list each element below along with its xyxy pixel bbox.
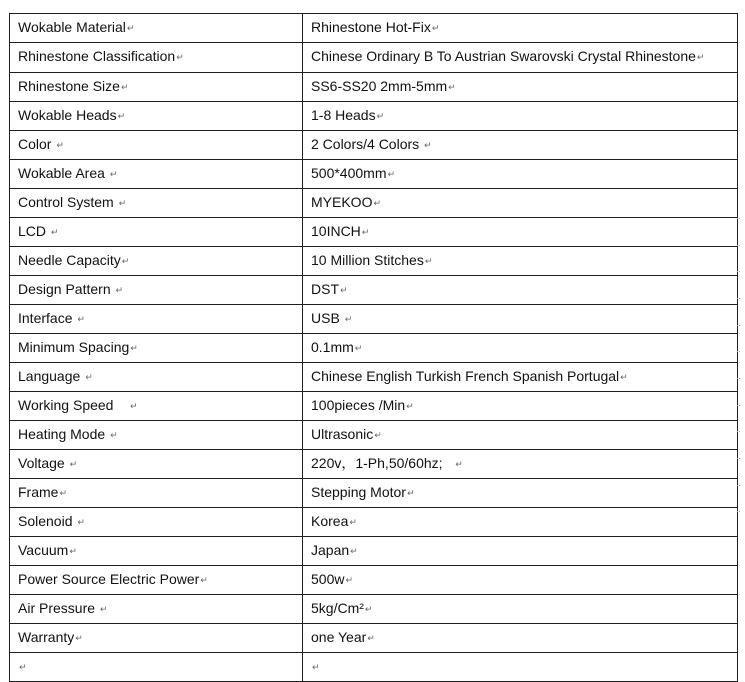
paragraph-mark-icon	[70, 452, 78, 478]
spec-value-cell	[303, 420, 738, 449]
margin-tick	[737, 431, 740, 432]
spec-label: Minimum Spacing	[18, 338, 130, 355]
table-row	[10, 188, 738, 217]
paragraph-mark-icon	[432, 16, 440, 42]
paragraph-mark-icon	[425, 249, 433, 275]
paragraph-mark-icon	[59, 481, 67, 507]
table-row	[10, 101, 738, 130]
table-row	[10, 217, 738, 246]
margin-tick	[737, 218, 740, 219]
table-row	[10, 565, 738, 594]
spec-label: Solenoid	[18, 512, 73, 529]
margin-tick	[737, 485, 740, 486]
spec-value: 500w	[311, 570, 345, 587]
paragraph-mark-icon	[119, 191, 127, 217]
spec-label-cell	[10, 565, 303, 594]
margin-tick	[737, 378, 740, 379]
spec-value: one Year	[311, 628, 367, 645]
paragraph-mark-icon	[455, 452, 463, 478]
spec-label-cell	[10, 275, 303, 304]
spec-value: 0.1mm	[311, 338, 354, 355]
table-row	[10, 304, 738, 333]
spec-document	[9, 13, 737, 682]
spec-label: Frame	[18, 483, 59, 500]
spec-value: Korea	[311, 512, 349, 529]
paragraph-mark-icon	[85, 365, 93, 391]
spec-label-cell	[10, 507, 303, 536]
spec-label-cell	[10, 14, 303, 43]
spec-label-cell	[10, 43, 303, 73]
spec-label: Wokable Material	[18, 19, 126, 35]
paragraph-mark-icon	[448, 75, 456, 101]
spec-label: Power Source Electric Power	[18, 570, 200, 587]
table-row	[10, 478, 738, 507]
spec-value-cell	[303, 507, 738, 536]
spec-label-cell	[10, 478, 303, 507]
paragraph-mark-icon	[340, 278, 348, 304]
spec-value-cell	[303, 72, 738, 101]
paragraph-mark-icon	[110, 423, 118, 449]
spec-value-cell	[303, 275, 738, 304]
spec-label-cell	[10, 623, 303, 652]
table-row	[10, 420, 738, 449]
table-row	[10, 391, 738, 420]
paragraph-mark-icon	[362, 220, 370, 246]
table-row	[10, 623, 738, 652]
paragraph-mark-icon	[77, 307, 85, 333]
spec-label: Heating Mode	[18, 425, 106, 442]
spec-value-cell	[303, 159, 738, 188]
table-row	[10, 130, 738, 159]
spec-value-cell	[303, 188, 738, 217]
margin-tick	[737, 511, 740, 512]
margin-tick	[737, 245, 740, 246]
spec-label-cell	[10, 246, 303, 275]
paragraph-mark-icon	[349, 510, 357, 536]
spec-value: 500*400mm	[311, 164, 387, 181]
spec-value-cell	[303, 130, 738, 159]
spec-label: Color	[18, 135, 52, 152]
table-row	[10, 159, 738, 188]
paragraph-mark-icon	[130, 336, 138, 362]
spec-label-cell	[10, 594, 303, 623]
paragraph-mark-icon	[367, 626, 375, 652]
spec-label-cell	[10, 101, 303, 130]
paragraph-mark-icon	[406, 394, 414, 420]
spec-label: Needle Capacity	[18, 251, 121, 268]
table-row	[10, 507, 738, 536]
paragraph-mark-icon	[374, 423, 382, 449]
spec-value-cell	[303, 101, 738, 130]
spec-value-cell	[303, 246, 738, 275]
spec-value: 10 Million Stitches	[311, 251, 424, 268]
spec-value-cell	[303, 217, 738, 246]
spec-label: Rhinestone Size	[18, 77, 120, 94]
spec-value-cell	[303, 304, 738, 333]
spec-value-cell	[303, 623, 738, 652]
spec-label: Wokable Area	[18, 164, 105, 181]
spec-value: SS6-SS20 2mm-5mm	[311, 77, 448, 94]
spec-value-cell	[303, 43, 738, 73]
paragraph-mark-icon	[100, 597, 108, 623]
paragraph-mark-icon	[345, 307, 353, 333]
spec-value: Chinese English Turkish French Spanish Portugal	[311, 367, 620, 384]
specification-table	[9, 13, 738, 682]
spec-label: Wokable Heads	[18, 106, 117, 123]
paragraph-mark-icon	[121, 75, 129, 101]
paragraph-mark-icon	[77, 510, 85, 536]
table-row	[10, 14, 738, 43]
spec-label-cell	[10, 130, 303, 159]
paragraph-mark-icon	[345, 568, 353, 594]
spec-value: 5kg/Cm²	[311, 599, 364, 616]
spec-label-cell	[10, 72, 303, 101]
spec-label: Working Speed	[18, 396, 114, 413]
paragraph-mark-icon	[19, 655, 27, 681]
margin-tick	[737, 271, 740, 272]
spec-label-cell	[10, 652, 303, 681]
paragraph-mark-icon	[130, 394, 138, 420]
spec-value-cell	[303, 391, 738, 420]
spec-label-cell	[10, 420, 303, 449]
table-row	[10, 362, 738, 391]
spec-label-cell	[10, 304, 303, 333]
spec-label: Control System	[18, 193, 114, 210]
paragraph-mark-icon	[355, 336, 363, 362]
spec-label: Voltage	[18, 454, 65, 471]
spec-value: 100pieces /Min	[311, 396, 406, 413]
paragraph-mark-icon	[620, 365, 628, 391]
paragraph-mark-icon	[127, 16, 135, 42]
spec-value: 220v，1-Ph,50/60hz;	[311, 454, 443, 471]
paragraph-mark-icon	[697, 45, 705, 72]
spec-value: Stepping Motor	[311, 483, 406, 500]
spec-value-cell	[303, 536, 738, 565]
table-row	[10, 43, 738, 73]
spec-value-cell	[303, 362, 738, 391]
table-row	[10, 72, 738, 101]
paragraph-mark-icon	[200, 568, 208, 594]
spec-value-cell	[303, 449, 738, 478]
paragraph-mark-icon	[377, 104, 385, 130]
spec-label-cell	[10, 362, 303, 391]
table-row	[10, 449, 738, 478]
spec-label: LCD	[18, 222, 47, 239]
margin-tick	[737, 351, 740, 352]
table-row	[10, 652, 738, 681]
margin-tick	[737, 458, 740, 459]
spec-value-cell	[303, 478, 738, 507]
spec-value: 2 Colors/4 Colors	[311, 135, 420, 152]
paragraph-mark-icon	[176, 45, 184, 71]
paragraph-mark-icon	[312, 655, 320, 681]
spec-label: Interface	[18, 309, 73, 326]
spec-value: Ultrasonic	[311, 425, 374, 442]
spec-label: Vacuum	[18, 541, 69, 558]
paragraph-mark-icon	[116, 278, 124, 304]
spec-value: DST	[311, 280, 339, 297]
spec-label-cell	[10, 159, 303, 188]
paragraph-mark-icon	[388, 162, 396, 188]
paragraph-mark-icon	[56, 133, 64, 159]
spec-label-cell	[10, 333, 303, 362]
paragraph-mark-icon	[51, 220, 59, 246]
margin-tick	[737, 405, 740, 406]
spec-label-cell	[10, 536, 303, 565]
table-row	[10, 246, 738, 275]
paragraph-mark-icon	[424, 133, 432, 159]
paragraph-mark-icon	[118, 104, 126, 130]
spec-value-cell	[303, 565, 738, 594]
spec-value: Chinese Ordinary B To Austrian Swarovski Crystal Rhinestone	[311, 48, 696, 64]
spec-label: Language	[18, 367, 81, 384]
paragraph-mark-icon	[122, 249, 130, 275]
spec-value: Rhinestone Hot-Fix	[311, 19, 431, 35]
spec-label: Warranty	[18, 628, 75, 645]
paragraph-mark-icon	[373, 191, 381, 217]
spec-label-cell	[10, 391, 303, 420]
paragraph-mark-icon	[365, 597, 373, 623]
table-row	[10, 275, 738, 304]
spec-value-cell	[303, 333, 738, 362]
paragraph-mark-icon	[350, 539, 358, 565]
paragraph-mark-icon	[110, 162, 118, 188]
table-row	[10, 333, 738, 362]
spec-value: USB	[311, 309, 340, 326]
spec-label-cell	[10, 217, 303, 246]
margin-tick	[737, 298, 740, 299]
table-row	[10, 594, 738, 623]
paragraph-mark-icon	[75, 626, 83, 652]
spec-value: 1-8 Heads	[311, 106, 376, 123]
paragraph-mark-icon	[69, 539, 77, 565]
spec-value: Japan	[311, 541, 350, 558]
spec-value: 10INCH	[311, 222, 361, 239]
spec-value-cell	[303, 652, 738, 681]
spec-label: Rhinestone Classification	[18, 48, 176, 64]
table-row	[10, 536, 738, 565]
spec-label-cell	[10, 188, 303, 217]
spec-label: Air Pressure	[18, 599, 96, 616]
paragraph-mark-icon	[407, 481, 415, 507]
spec-value-cell	[303, 14, 738, 43]
spec-label-cell	[10, 449, 303, 478]
spec-value: MYEKOO	[311, 193, 373, 210]
spec-label: Design Pattern	[18, 280, 111, 297]
spec-value-cell	[303, 594, 738, 623]
margin-tick	[737, 325, 740, 326]
